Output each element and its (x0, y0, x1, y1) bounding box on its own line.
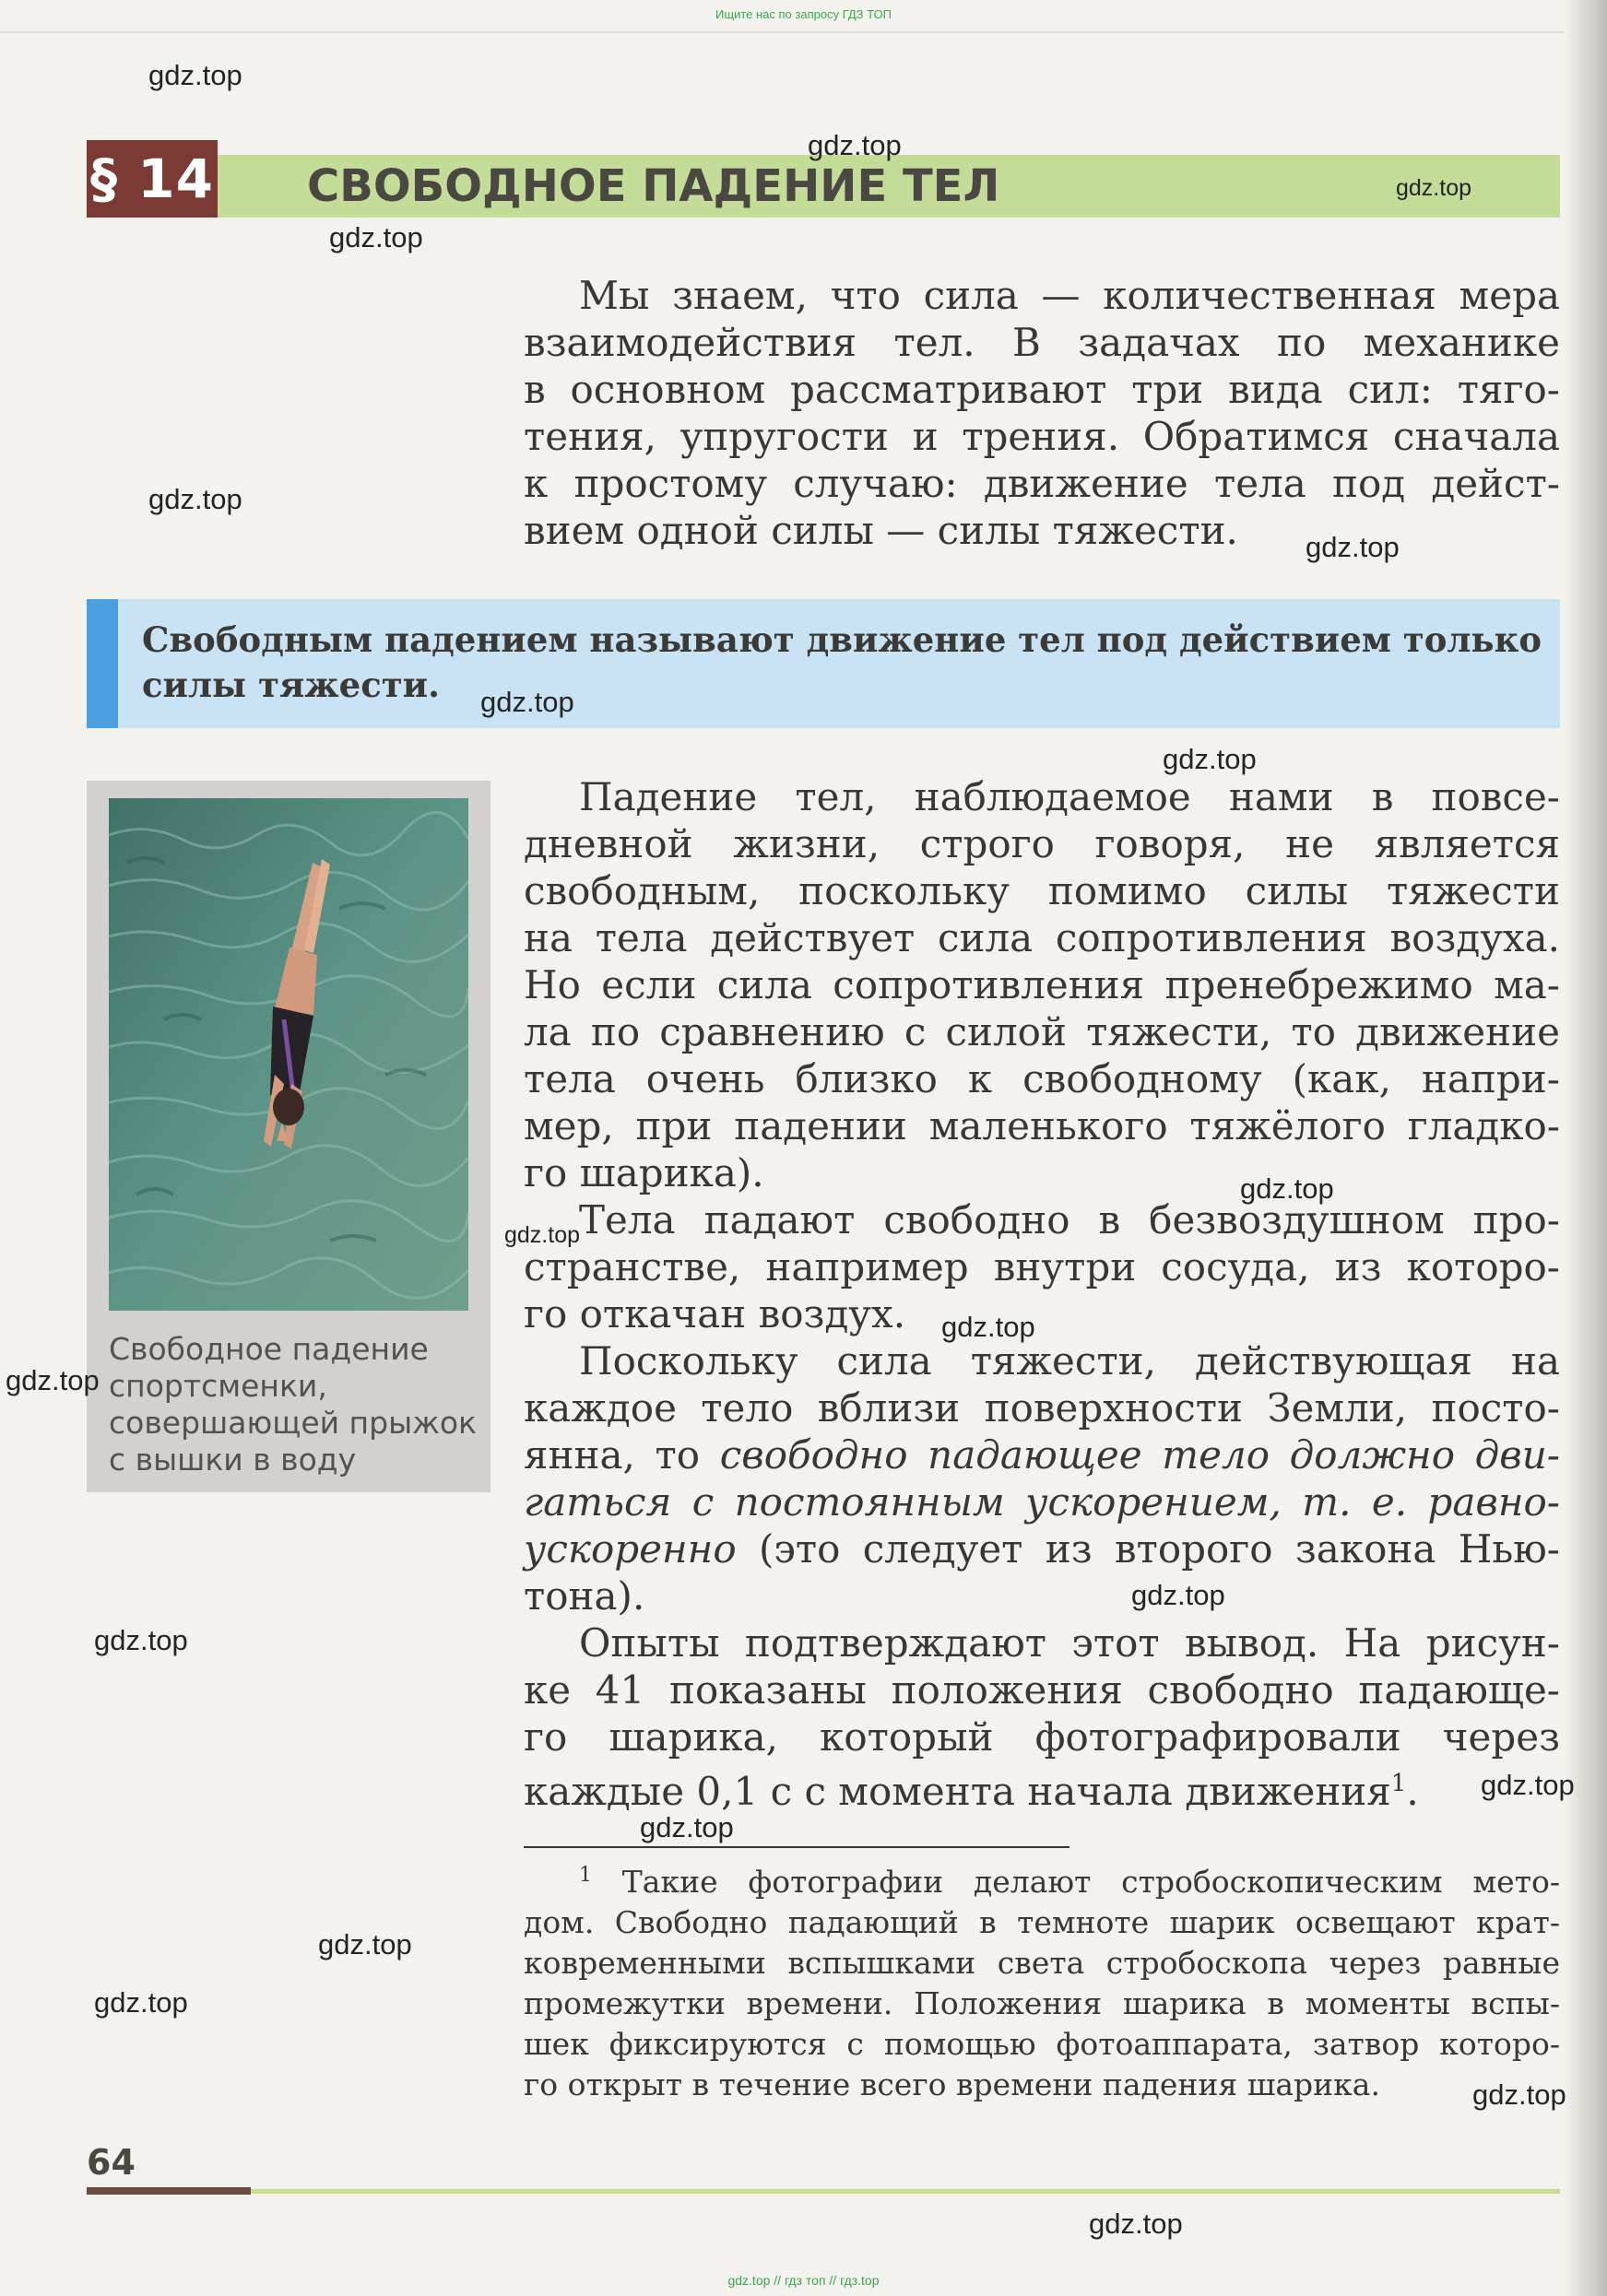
text-line: Тела падают свободно в безвоздушном про- (579, 1197, 1560, 1242)
watermark: gdz.top (6, 1364, 100, 1396)
text-run: янна, то (524, 1432, 720, 1478)
watermark: gdz.top (1396, 175, 1472, 201)
text-line: взаимодействия тел. В задачах по механике (524, 320, 1560, 365)
paragraph-4 (524, 1619, 1560, 1815)
italic-text: свободно падающее тело должно дви- (719, 1432, 1560, 1478)
watermark: gdz.top (1306, 531, 1400, 563)
text-line: Но если сила сопротивления пренебрежимо ма- (524, 962, 1560, 1007)
watermark: gdz.top (318, 1928, 412, 1960)
text-line: свободным, поскольку помимо силы тяжести (524, 868, 1560, 913)
text-line: тела очень близко к свободному (как, напри- (524, 1056, 1560, 1101)
watermark: gdz.top (94, 1624, 188, 1656)
text-line: в основном рассматривают три вида сил: тяго- (524, 367, 1560, 412)
figure-caption (109, 1331, 478, 1478)
watermark: gdz.top (941, 1311, 1035, 1343)
italic-text: гаться с постоянным ускорением, т. е. равно- (524, 1479, 1560, 1525)
watermark: gdz.top (148, 59, 242, 91)
watermark: gdz.top (1131, 1579, 1225, 1611)
text-line: тона). (524, 1573, 645, 1619)
text-line: тения, упругости и трения. Обратимся сначала (524, 414, 1560, 459)
footer-bar-green (251, 2189, 1560, 2194)
footnote-line: шек фиксируются с помощью фотоаппарата, затвор которо- (524, 2026, 1560, 2062)
diver-photo (109, 798, 468, 1311)
footer-bar-dark (87, 2187, 251, 2195)
diver-illustration (109, 798, 468, 1311)
watermark: gdz.top (504, 1222, 581, 1248)
top-divider (0, 31, 1607, 33)
text-line: ла по сравнению с силой тяжести, то движение (524, 1009, 1560, 1054)
caption-line: с вышки в воду (109, 1442, 357, 1478)
text-line (524, 1431, 1560, 1478)
watermark: gdz.top (808, 129, 902, 161)
definition-line: силы тяжести. (142, 665, 440, 705)
text-line: Поскольку сила тяжести, действующая на (579, 1338, 1560, 1383)
footnote-ref[interactable]: 1 (1390, 1770, 1407, 1797)
watermark: gdz.top (148, 483, 242, 515)
text-line (524, 1760, 1560, 1815)
section-title: СВОБОДНОЕ ПАДЕНИЕ ТЕЛ (307, 160, 1000, 212)
text-line: к простому случаю: движение тела под дейст- (524, 461, 1560, 506)
text-line: мер, при падении маленького тяжёлого гладко- (524, 1103, 1560, 1148)
italic-text: ускоренно (524, 1526, 737, 1572)
bottom-note: gdz.top // гдз топ // гдз.top (727, 2273, 880, 2288)
text-run: каждые 0,1 с с момента начала движения (524, 1769, 1391, 1814)
footnote-mark: 1 (579, 1864, 592, 1887)
text-run: (это следует из второго закона Нью- (736, 1526, 1560, 1572)
text-line: Падение тел, наблюдаемое нами в повсе- (579, 774, 1560, 819)
text-line: каждое тело вблизи поверхности Земли, посто- (524, 1385, 1560, 1431)
paragraph-1 (524, 773, 1560, 1196)
text-line: Мы знаем, что сила — количественная мера (579, 273, 1560, 318)
footnote-line: промежутки времени. Положения шарика в моменты вспы- (524, 1985, 1560, 2021)
footnote-line: ковременными вспышками света стробоскопа через равные (524, 1945, 1560, 1981)
watermark: gdz.top (1240, 1172, 1334, 1205)
text-line: на тела действует сила сопротивления воздуха. (524, 915, 1560, 960)
caption-line: спортсменки, (109, 1368, 327, 1404)
footnote-line (524, 1855, 1560, 1902)
watermark: gdz.top (1089, 2208, 1183, 2240)
paragraph-3 (524, 1337, 1560, 1619)
text-line: го шарика, который фотографировали через (524, 1714, 1560, 1760)
text-line: Опыты подтверждают этот вывод. На рисун- (579, 1620, 1560, 1666)
text-line: го откачан воздух. (524, 1291, 906, 1336)
intro-paragraph (524, 272, 1560, 554)
text-line: вием одной силы — силы тяжести. (524, 508, 1238, 553)
text-line: ке 41 показаны положения свободно падающе- (524, 1667, 1560, 1713)
top-note: Ищите нас по запросу ГДЗ ТОП (715, 7, 892, 21)
watermark: gdz.top (1481, 1769, 1575, 1801)
text-line: го шарика). (524, 1150, 764, 1195)
text-line (524, 1525, 1560, 1572)
text-line: дневной жизни, строго говоря, не является (524, 821, 1560, 866)
text-run: . (1406, 1769, 1419, 1814)
watermark: gdz.top (640, 1811, 734, 1843)
paragraph-2 (524, 1196, 1560, 1337)
page-edge-shadow (1565, 0, 1607, 2296)
footnote-line: го открыт в течение всего времени падения шарика. (524, 2066, 1380, 2102)
watermark: gdz.top (94, 1986, 188, 2019)
page-number: 64 (87, 2142, 136, 2183)
text-line (524, 1478, 1560, 1525)
footnote-line: дом. Свободно падающий в темноте шарик освещают крат- (524, 1904, 1560, 1940)
footnote-divider (524, 1846, 1069, 1848)
caption-line: совершающей прыжок (109, 1405, 477, 1441)
watermark: gdz.top (480, 686, 574, 718)
caption-line: Свободное падение (109, 1331, 429, 1367)
text-line: странстве, например внутри сосуда, из которо- (524, 1244, 1560, 1289)
section-number: § 14 (87, 140, 218, 218)
watermark: gdz.top (1163, 743, 1257, 775)
definition-line: Свободным падением называют движение тел под действием только (142, 619, 1542, 660)
definition-text (142, 618, 1542, 708)
text-run: Такие фотографии делают стробоскопическим мето- (592, 1864, 1560, 1900)
watermark: gdz.top (329, 221, 423, 253)
footnote (524, 1855, 1560, 2105)
watermark: gdz.top (1472, 2078, 1566, 2111)
